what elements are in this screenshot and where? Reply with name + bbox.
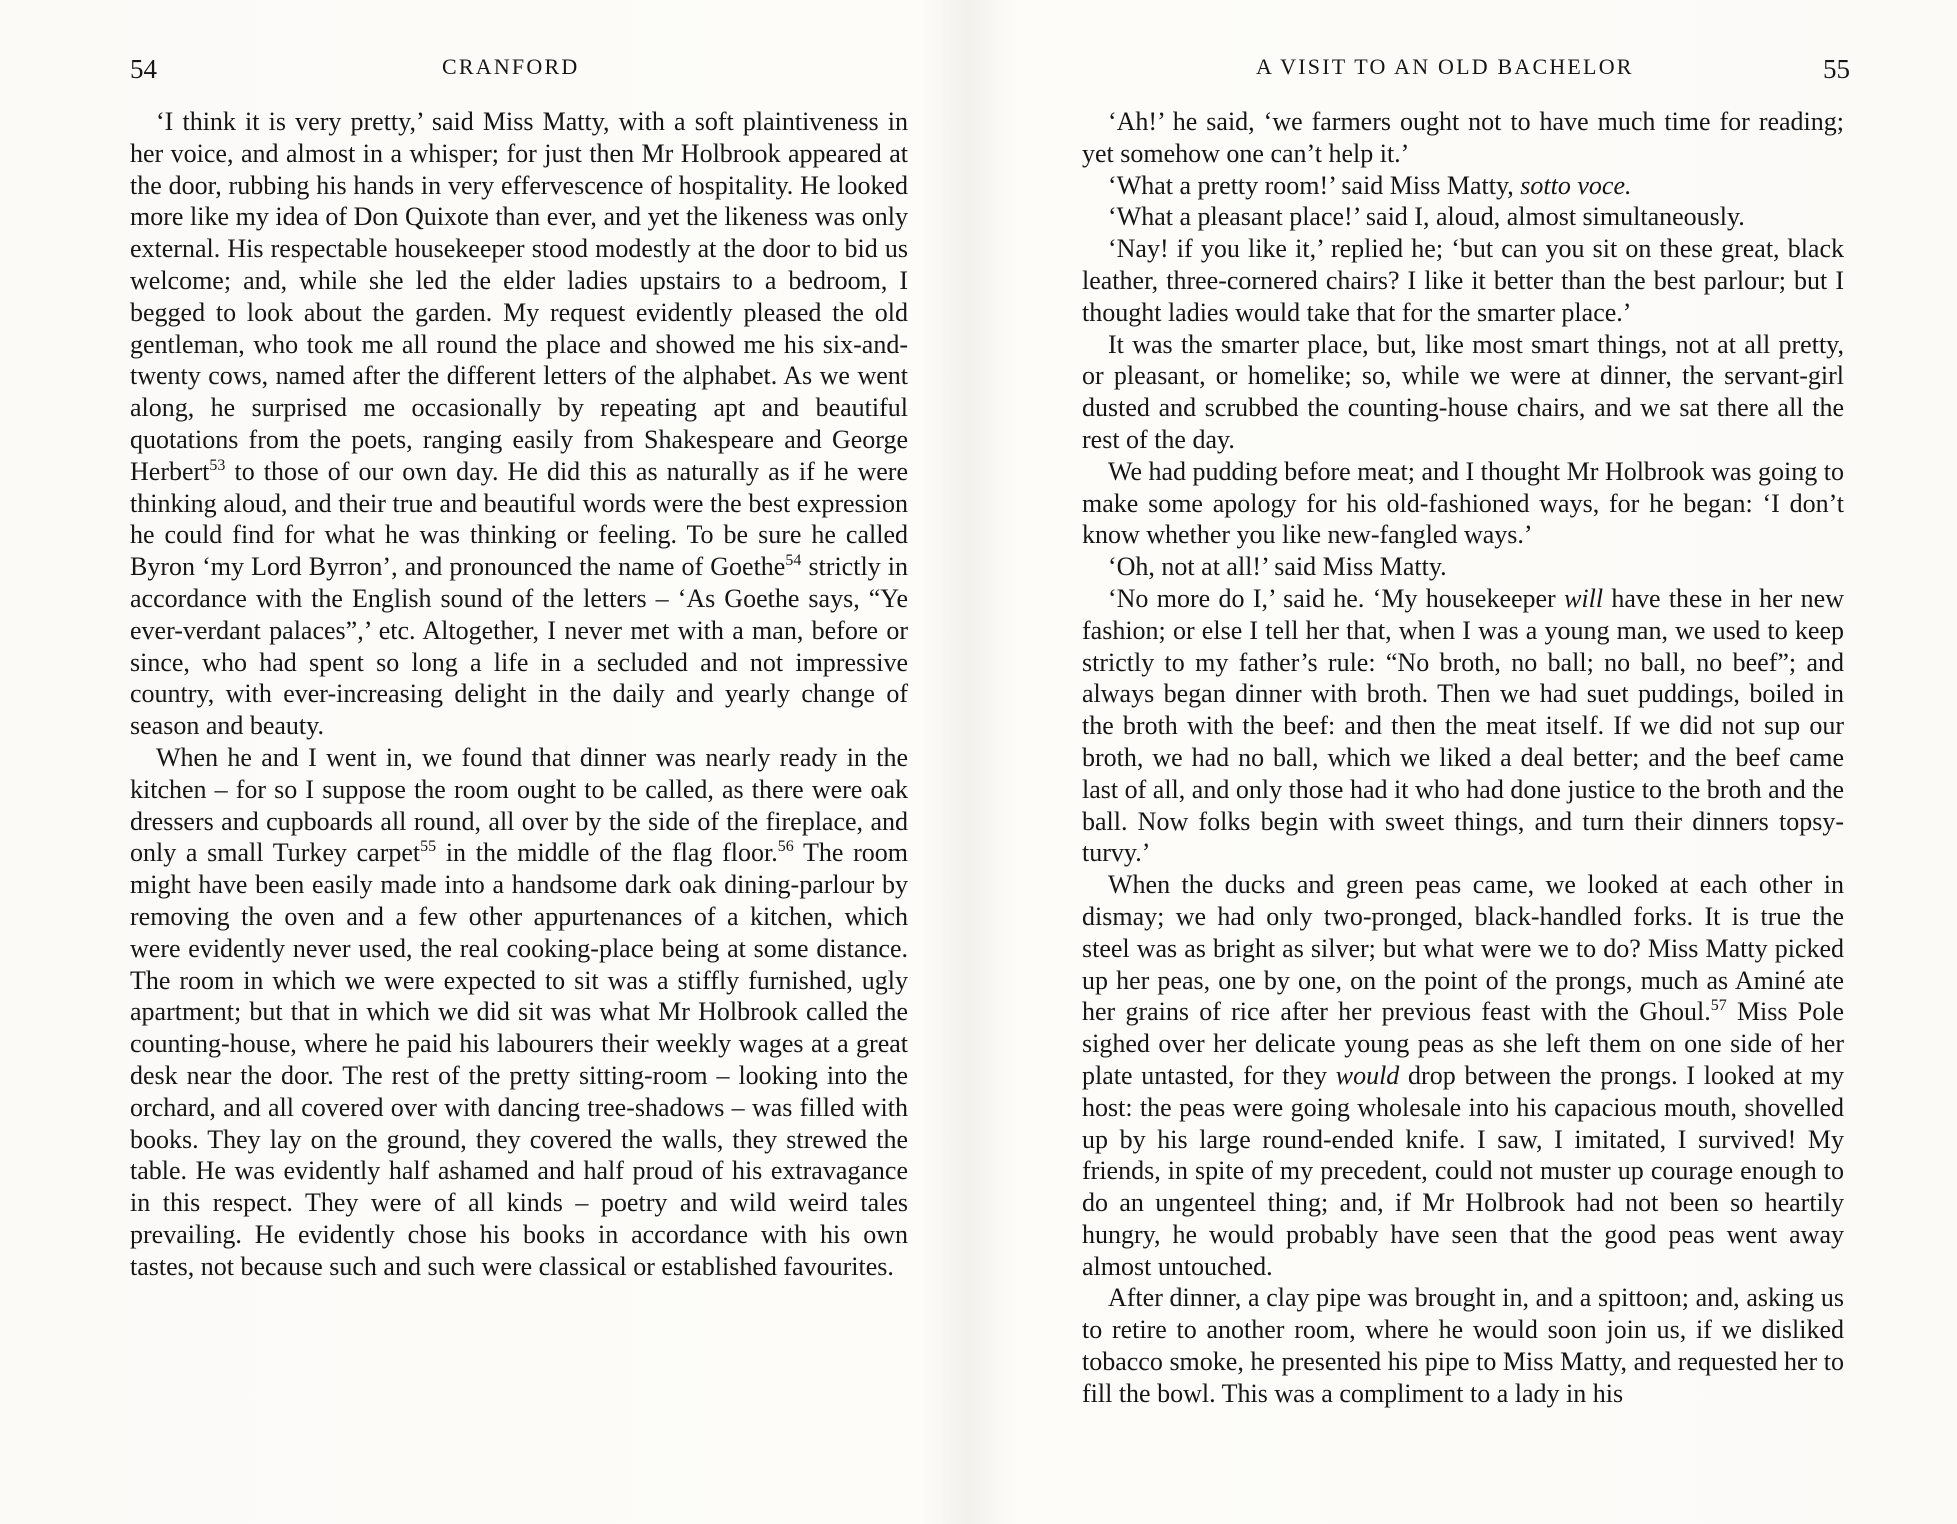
right-page: [978, 0, 1957, 1524]
body-text: [130, 106, 908, 1282]
footnote-marker: 54: [785, 552, 802, 570]
italic-text: would: [1335, 1060, 1400, 1090]
text-span: The room might have been easily made into a handsome dark oak dining-parlour by removing the oven and a few other appurtenances of a kitchen, which were evidently never used, the real cooking-place being at some distance. The room in which we were expected to sit was a stiffly furnished, ugly apartment; but that in which we did sit was what Mr Holbrook called the counting-house, where he paid his labourers their weekly wages at a great desk near the door. The rest of the pretty sitting-room – looking into the orchard, and all covered over with dancing tree-shadows – was filled with books. They lay on the ground, they covered the walls, they strewed the table. He was evidently half ashamed and half proud of his extravagance in this respect. They were of all kinds – poetry and wild weird tales prevailing. He evidently chose his books in accordance with his own tastes, not because such and such were classical or established favourites.: [130, 838, 908, 1281]
text-span: to those of our own day. He did this as naturally as if he were thinking aloud, and their true and beautiful words were the best expression he could find for what he was thinking or feeling. To be sure he called Byron ‘my Lord Byrron’, and pronounced the name of Goethe: [130, 456, 908, 582]
footnote-marker: 57: [1710, 997, 1727, 1015]
running-head: A VISIT TO AN OLD BACHELOR: [1256, 54, 1634, 79]
paragraph: After dinner, a clay pipe was brought in, and a spittoon; and, asking us to retire to another room, where he would soon join us, if we disliked tobacco smoke, he presented his pipe to Miss Matty, and requested her to fill the bowl. This was a compliment to a lady in his: [1082, 1283, 1844, 1408]
paragraph: [1082, 170, 1844, 202]
paragraph: [130, 106, 908, 742]
text-span: Miss Pole sighed over her delicate young peas as she left them on one side of her plate untasted, for they: [1082, 997, 1844, 1090]
italic-text: will: [1564, 583, 1604, 613]
paragraph: ‘Oh, not at all!’ said Miss Matty.: [1108, 552, 1447, 582]
text-span: ‘What a pretty room!’ said Miss Matty,: [1108, 170, 1521, 200]
footnote-marker: 55: [420, 838, 437, 856]
paragraph: ‘Ah!’ he said, ‘we farmers ought not to have much time for reading; yet somehow one can’t help it.’: [1082, 107, 1844, 168]
paragraph: [130, 742, 908, 1283]
text-span: drop between the prongs. I looked at my host: the peas were going wholesale into his capacious mouth, shovelled up by his large round-ended knife. I saw, I imitated, I survived! My friends, in spite of my precedent, could not muster up courage enough to do an ungenteel thing; and, if Mr Holbrook had not been so heartily hungry, he would probably have seen that the good peas went away almost untouched.: [1082, 1060, 1844, 1281]
paragraph: We had pudding before meat; and I thought Mr Holbrook was going to make some apology for his old-fashioned ways, for he began: ‘I don’t know whether you like new-fangled ways.’: [1082, 456, 1844, 550]
running-head: CRANFORD: [442, 54, 580, 79]
text-span: strictly in accordance with the English sound of the letters – ‘As Goethe says, “Ye ever-verdant palaces”,’ etc. Altogether, I never met with a man, before or since, who had spent so long a life in a secluded and not impressive country, with ever-increasing delight in the daily and yearly change of season and beauty.: [130, 552, 909, 741]
italic-text: sotto voce.: [1520, 170, 1632, 200]
footnote-marker: 53: [209, 456, 226, 474]
page-number: 55: [1823, 54, 1850, 84]
text-span: When the ducks and green peas came, we looked at each other in dismay; we had only two-pronged, black-handled forks. It is true the steel was as bright as silver; but what were we to do? Miss Matty picked up her peas, one by one, on the point of the prongs, much as Aminé ate her grains of rice after her previous feast with the Ghoul.: [1082, 870, 1844, 1027]
text-span: have these in her new fashion; or else I tell her that, when I was a young man, we used to keep strictly to my father’s rule: “No broth, no ball; no ball, no beef”; and always began dinner with broth. Then we had suet puddings, boiled in the broth with the beef: and then the meat itself. If we did not sup our broth, we had no ball, which we liked a deal better; and the beef came last of all, and only those had it who had done justice to the broth and the ball. Now folks begin with sweet things, and turn their dinners topsy-turvy.’: [1082, 583, 1844, 868]
paragraph: It was the smarter place, but, like most smart things, not at all pretty, or pleasant, or homelike; so, while we were at dinner, the servant-girl dusted and scrubbed the counting-house chairs, and we sat there all the rest of the day.: [1082, 329, 1844, 454]
footnote-marker: 56: [777, 838, 794, 856]
paragraph: [1082, 869, 1844, 1282]
paragraph: [1082, 583, 1844, 869]
page-number: 54: [130, 54, 157, 84]
text-span: ‘No more do I,’ said he. ‘My housekeeper: [1108, 583, 1565, 613]
text-span: When he and I went in, we found that dinner was nearly ready in the kitchen – for so I suppose the room ought to be called, as there were oak dressers and cupboards all round, all over by the side of the fireplace, and only a small Turkey carpet: [130, 742, 908, 868]
paragraph: ‘What a pleasant place!’ said I, aloud, almost simultaneously.: [1108, 202, 1745, 232]
body-text: [1082, 106, 1844, 1410]
text-span: ‘I think it is very pretty,’ said Miss Matty, with a soft plaintiveness in her voice, and almost in a whisper; for just then Mr Holbrook appeared at the door, rubbing his hands in very effervescence of hospitality. He looked more like my idea of Don Quixote than ever, and yet the likeness was only external. His respectable housekeeper stood modestly at the door to bid us welcome; and, while she led the elder ladies upstairs to a bedroom, I begged to look about the garden. My request evidently pleased the old gentleman, who took me all round the place and showed me his six-and-twenty cows, named after the different letters of the alphabet. As we went along, he surprised me occasionally by repeating apt and beautiful quotations from the poets, ranging easily from Shakespeare and George Herbert: [130, 107, 908, 486]
left-page: [0, 0, 978, 1524]
text-span: in the middle of the flag floor.: [436, 838, 778, 868]
paragraph: ‘Nay! if you like it,’ replied he; ‘but can you sit on these great, black leather, three-cornered chairs? I like it better than the best parlour; but I thought ladies would take that for the smarter place.’: [1082, 234, 1844, 327]
